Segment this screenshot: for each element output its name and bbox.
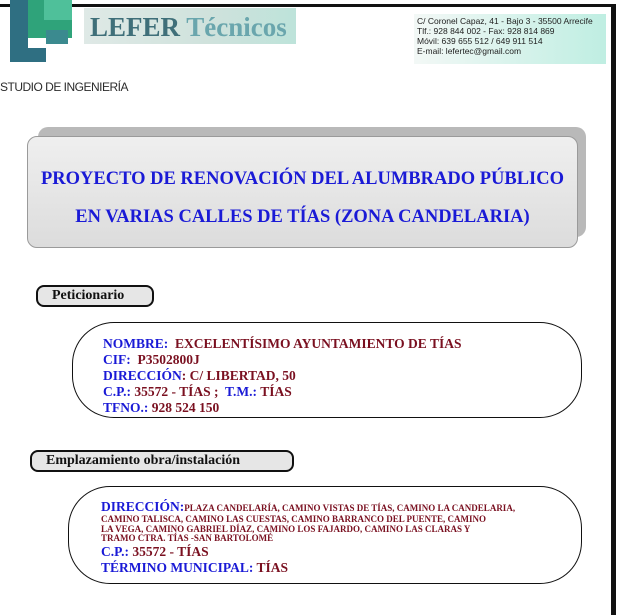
brand-name-part1: LEFER — [90, 12, 187, 42]
contact-box — [414, 14, 606, 64]
cif-line — [103, 352, 461, 368]
nombre-key: NOMBRE: — [103, 336, 169, 351]
brand-name — [90, 12, 287, 43]
emplazamiento-address-line-1: PLAZA CANDELARÍA, CAMINO VISTAS DE TÍAS, CAMINO LA CANDELARIA, — [184, 503, 516, 513]
title-line-2: EN VARIAS CALLES DE TÍAS (ZONA CANDELARIA) — [75, 207, 530, 227]
tm-key: T.M.: — [225, 384, 258, 399]
cp-value: 35572 - TÍAS ; — [134, 384, 219, 399]
emplazamiento-tm-key: TÉRMINO MUNICIPAL: — [101, 559, 254, 575]
emplazamiento-panel — [68, 486, 582, 584]
emplazamiento-details — [101, 499, 515, 576]
tfno-value: 928 524 150 — [151, 400, 220, 415]
emplazamiento-label: Emplazamiento obra/instalación — [30, 450, 294, 472]
emplazamiento-cp-value: 35572 - TÍAS — [132, 543, 209, 559]
direccion-key: DIRECCIÓN — [103, 368, 182, 383]
tfno-line — [103, 400, 461, 416]
emplazamiento-cp-key: C.P.: — [101, 543, 130, 559]
contact-mobile: Móvil: 639 655 512 / 649 911 514 — [417, 36, 543, 46]
cp-key: C.P.: — [103, 384, 132, 399]
logo-caption: STUDIO DE INGENIERÍA — [0, 80, 129, 94]
emplazamiento-tm-line — [101, 560, 515, 576]
title-panel — [27, 136, 578, 248]
nombre-line — [103, 336, 461, 352]
emplazamiento-address-line-4: TRAMO CTRA. TÍAS -SAN BARTOLOMÉ — [101, 533, 274, 543]
page-right-border — [611, 4, 616, 615]
tfno-key: TFNO.: — [103, 400, 149, 415]
cp-line — [103, 384, 461, 400]
direccion-value: : C/ LIBERTAD, 50 — [181, 368, 296, 383]
emplazamiento-direccion-line — [101, 499, 515, 515]
contact-address: C/ Coronel Capaz, 41 - Bajo 3 - 35500 Arrecife — [417, 16, 593, 26]
cif-value: P3502800J — [137, 352, 200, 367]
title-line-1: PROYECTO DE RENOVACIÓN DEL ALUMBRADO PÚBLICO — [40, 169, 565, 189]
emplazamiento-cp-line — [101, 544, 515, 560]
peticionario-label: Peticionario — [36, 285, 154, 307]
tm-value: TÍAS — [260, 384, 292, 399]
emplazamiento-address-line-2: CAMINO TALISCA, CAMINO LAS CUESTAS, CAMINO BARRANCO DEL PUENTE, CAMINO — [101, 514, 487, 524]
emplazamiento-direccion-key: DIRECCIÓN: — [101, 499, 185, 514]
cif-key: CIF: — [103, 352, 131, 367]
contact-email: E-mail: lefertec@gmail.com — [417, 46, 522, 56]
emplazamiento-tm-value: TÍAS — [256, 559, 289, 575]
emplazamiento-address-line-3: LA VEGA, CAMINO GABRIEL DÍAZ, CAMINO LOS FAJARDO, CAMINO LAS CLARAS Y — [101, 523, 471, 534]
nombre-value: EXCELENTÍSIMO AYUNTAMIENTO DE TÍAS — [175, 336, 462, 351]
peticionario-panel — [72, 322, 582, 418]
brand-name-part2: Técnicos — [186, 12, 287, 42]
contact-phone: Tlf.: 928 844 002 - Fax: 928 814 869 — [417, 26, 555, 36]
peticionario-details — [103, 336, 461, 416]
direccion-line — [103, 368, 461, 384]
